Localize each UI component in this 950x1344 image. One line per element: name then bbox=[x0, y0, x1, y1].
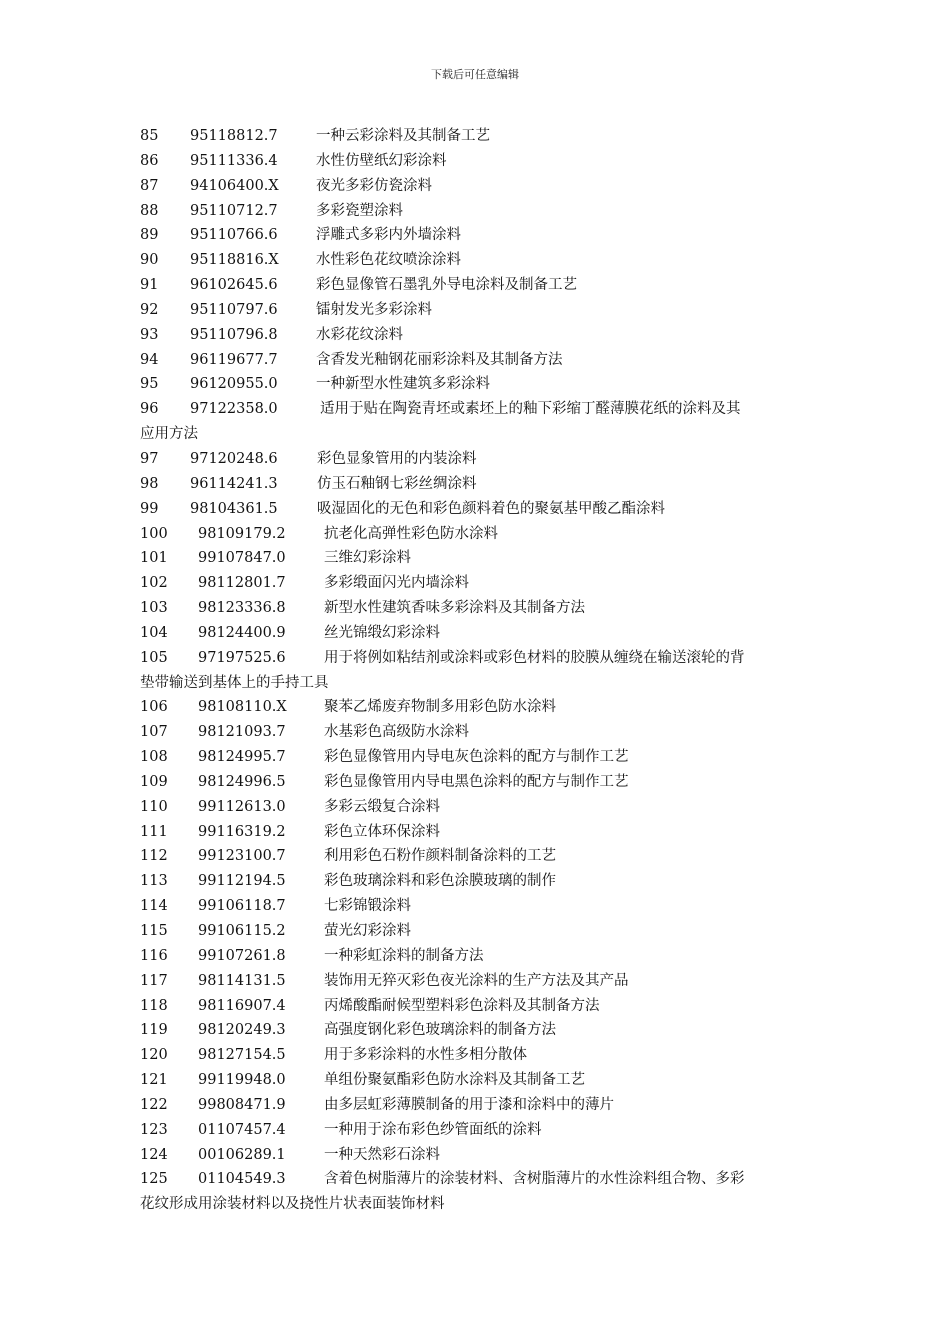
list-item bbox=[140, 199, 820, 224]
list-item bbox=[140, 372, 820, 397]
entry-number: 96 bbox=[140, 401, 159, 418]
list-item bbox=[140, 844, 820, 869]
application-number: 99107847.0 bbox=[198, 550, 286, 567]
application-number: 99107261.8 bbox=[198, 947, 286, 964]
patent-title: 彩色显象管用的内装涂料 bbox=[317, 450, 477, 467]
entry-number: 87 bbox=[140, 177, 159, 194]
list-item bbox=[140, 248, 820, 273]
list-item bbox=[140, 869, 820, 894]
list-item bbox=[140, 323, 820, 348]
patent-title: 镭射发光多彩涂料 bbox=[316, 301, 432, 318]
patent-title: 萤光幻彩涂料 bbox=[324, 923, 411, 939]
application-number: 96102645.6 bbox=[190, 277, 278, 294]
list-item bbox=[140, 720, 820, 745]
patent-title: 水性彩色花纹喷涂涂料 bbox=[316, 252, 461, 269]
entry-number: 88 bbox=[140, 202, 159, 219]
application-number: 98123336.8 bbox=[198, 600, 286, 617]
list-item bbox=[140, 969, 820, 994]
application-number: 96119677.7 bbox=[190, 351, 278, 368]
entry-number: 121 bbox=[140, 1072, 168, 1089]
entry-number: 120 bbox=[140, 1047, 168, 1064]
list-item bbox=[140, 223, 820, 248]
application-number: 97197525.6 bbox=[198, 649, 286, 666]
application-number: 98112801.7 bbox=[198, 575, 286, 592]
application-number: 01107457.4 bbox=[198, 1121, 286, 1138]
list-item bbox=[140, 919, 820, 944]
patent-title: 夜光多彩仿瓷涂料 bbox=[316, 177, 432, 194]
patent-title: 丝光锦缎幻彩涂料 bbox=[324, 624, 440, 641]
entry-number: 122 bbox=[140, 1096, 168, 1113]
patent-title: 一种天然彩石涂料 bbox=[324, 1146, 440, 1163]
application-number: 00106289.1 bbox=[198, 1146, 286, 1163]
entry-number: 103 bbox=[140, 600, 168, 617]
patent-title: 装饰用无猝灭彩色夜光涂料的生产方法及其产品 bbox=[324, 972, 629, 989]
entry-number: 106 bbox=[140, 699, 168, 716]
list-item bbox=[140, 1043, 820, 1068]
patent-title: 新型水性建筑香味多彩涂料及其制备方法 bbox=[324, 600, 585, 617]
entry-number: 97 bbox=[140, 450, 159, 467]
application-number: 95110797.6 bbox=[190, 301, 278, 318]
application-number: 95110766.6 bbox=[190, 227, 278, 244]
entry-number: 91 bbox=[140, 277, 159, 294]
entry-number: 111 bbox=[140, 823, 168, 840]
patent-title: 聚苯乙烯废弃物制多用彩色防水涂料 bbox=[324, 699, 556, 716]
patent-title: 彩色玻璃涂料和彩色涂膜玻璃的制作 bbox=[324, 873, 556, 890]
entry-number: 90 bbox=[140, 252, 159, 269]
patent-title: 一种云彩涂料及其制备工艺 bbox=[316, 128, 490, 144]
application-number: 97120248.6 bbox=[190, 450, 278, 467]
entry-number: 94 bbox=[140, 351, 159, 368]
application-number: 96114241.3 bbox=[190, 475, 278, 492]
patent-list bbox=[140, 124, 820, 1217]
entry-number: 100 bbox=[140, 525, 168, 542]
entry-number: 107 bbox=[140, 724, 168, 741]
list-item bbox=[140, 472, 820, 497]
application-number: 97122358.0 bbox=[190, 401, 278, 418]
patent-title-continuation: 应用方法 bbox=[140, 426, 198, 443]
list-item bbox=[140, 348, 820, 373]
patent-title: 水性仿壁纸幻彩涂料 bbox=[316, 152, 447, 169]
list-item bbox=[140, 298, 820, 323]
list-item bbox=[140, 596, 820, 621]
patent-title-continuation: 花纹形成用涂装材料以及挠性片状表面装饰材料 bbox=[140, 1196, 445, 1213]
application-number: 98109179.2 bbox=[198, 525, 286, 542]
entry-number: 92 bbox=[140, 301, 159, 318]
application-number: 99112613.0 bbox=[198, 798, 286, 815]
patent-title: 三维幻彩涂料 bbox=[324, 550, 411, 567]
list-item bbox=[140, 770, 820, 795]
application-number: 98124996.5 bbox=[198, 773, 286, 790]
list-item bbox=[140, 1143, 820, 1168]
page-header: 下载后可任意编辑 bbox=[431, 68, 519, 81]
list-item bbox=[140, 497, 820, 522]
entry-number: 99 bbox=[140, 500, 159, 517]
application-number: 94106400.X bbox=[190, 177, 279, 194]
patent-title: 七彩锦锻涂料 bbox=[324, 898, 411, 915]
list-item bbox=[140, 149, 820, 174]
patent-title: 抗老化高弹性彩色防水涂料 bbox=[324, 525, 498, 542]
list-item bbox=[140, 522, 820, 547]
list-item bbox=[140, 621, 820, 646]
application-number: 95111336.4 bbox=[190, 152, 278, 169]
patent-title: 丙烯酸酯耐候型塑料彩色涂料及其制备方法 bbox=[324, 997, 600, 1014]
application-number: 98116907.4 bbox=[198, 997, 286, 1014]
entry-number: 123 bbox=[140, 1121, 168, 1138]
application-number: 98127154.5 bbox=[198, 1047, 286, 1064]
patent-title: 由多层虹彩薄膜制备的用于漆和涂料中的薄片 bbox=[324, 1096, 614, 1113]
list-item bbox=[140, 546, 820, 571]
application-number: 99106115.2 bbox=[198, 923, 286, 939]
list-item bbox=[140, 894, 820, 919]
application-number: 98120249.3 bbox=[198, 1022, 286, 1039]
list-item bbox=[140, 397, 820, 447]
application-number: 95110712.7 bbox=[190, 202, 278, 219]
entry-number: 114 bbox=[140, 898, 168, 915]
entry-number: 113 bbox=[140, 873, 168, 890]
list-item bbox=[140, 795, 820, 820]
list-item bbox=[140, 124, 820, 149]
patent-title: 用于多彩涂料的水性多相分散体 bbox=[324, 1047, 527, 1064]
application-number: 98124995.7 bbox=[198, 749, 286, 766]
list-item bbox=[140, 745, 820, 770]
patent-title: 一种新型水性建筑多彩涂料 bbox=[316, 376, 490, 393]
list-item bbox=[140, 1093, 820, 1118]
list-item bbox=[140, 994, 820, 1019]
entry-number: 98 bbox=[140, 475, 159, 492]
application-number: 98114131.5 bbox=[198, 972, 286, 989]
entry-number: 110 bbox=[140, 798, 168, 815]
patent-title: 彩色显像管用内导电灰色涂料的配方与制作工艺 bbox=[324, 749, 629, 766]
application-number: 01104549.3 bbox=[198, 1171, 286, 1188]
application-number: 95110796.8 bbox=[190, 326, 278, 343]
application-number: 99116319.2 bbox=[198, 823, 286, 840]
patent-title: 吸湿固化的无色和彩色颜料着色的聚氨基甲酸乙酯涂料 bbox=[317, 500, 665, 517]
patent-title: 一种用于涂布彩色纱管面纸的涂料 bbox=[324, 1121, 542, 1138]
application-number: 96120955.0 bbox=[190, 376, 278, 393]
entry-number: 112 bbox=[140, 848, 168, 865]
entry-number: 108 bbox=[140, 749, 168, 766]
entry-number: 109 bbox=[140, 773, 168, 790]
list-item bbox=[140, 273, 820, 298]
entry-number: 89 bbox=[140, 227, 159, 244]
patent-title: 仿玉石釉钢七彩丝绸涂料 bbox=[317, 475, 477, 492]
patent-title: 用于将例如粘结剂或涂料或彩色材料的胶膜从缠绕在输送滚轮的背 bbox=[324, 649, 745, 666]
application-number: 99123100.7 bbox=[198, 848, 286, 865]
list-item bbox=[140, 695, 820, 720]
entry-number: 116 bbox=[140, 947, 168, 964]
application-number: 99119948.0 bbox=[198, 1072, 286, 1089]
list-item bbox=[140, 1167, 820, 1217]
patent-title: 含着色树脂薄片的涂装材料、含树脂薄片的水性涂料组合物、多彩 bbox=[324, 1171, 745, 1188]
entry-number: 115 bbox=[140, 923, 168, 939]
patent-title: 高强度钢化彩色玻璃涂料的制备方法 bbox=[324, 1022, 556, 1039]
entry-number: 95 bbox=[140, 376, 159, 393]
patent-title: 多彩瓷塑涂料 bbox=[316, 202, 403, 219]
application-number: 98121093.7 bbox=[198, 724, 286, 741]
application-number: 98124400.9 bbox=[198, 624, 286, 641]
patent-title: 彩色显像管用内导电黑色涂料的配方与制作工艺 bbox=[324, 773, 629, 790]
list-item bbox=[140, 447, 820, 472]
application-number: 95118812.7 bbox=[190, 128, 278, 144]
list-item bbox=[140, 1018, 820, 1043]
entry-number: 117 bbox=[140, 972, 168, 989]
entry-number: 125 bbox=[140, 1171, 168, 1188]
application-number: 99112194.5 bbox=[198, 873, 286, 890]
application-number: 95118816.X bbox=[190, 252, 279, 269]
patent-title: 彩色立体环保涂料 bbox=[324, 823, 440, 840]
entry-number: 93 bbox=[140, 326, 159, 343]
entry-number: 85 bbox=[140, 128, 159, 144]
list-item bbox=[140, 1068, 820, 1093]
patent-title: 一种彩虹涂料的制备方法 bbox=[324, 947, 484, 964]
patent-title: 多彩缎面闪光内墙涂料 bbox=[324, 575, 469, 592]
entry-number: 102 bbox=[140, 575, 168, 592]
entry-number: 119 bbox=[140, 1022, 168, 1039]
patent-title: 利用彩色石粉作颜料制备涂料的工艺 bbox=[324, 848, 556, 865]
patent-title: 多彩云缎复合涂料 bbox=[324, 798, 440, 815]
application-number: 98108110.X bbox=[198, 699, 287, 716]
application-number: 99808471.9 bbox=[198, 1096, 286, 1113]
list-item bbox=[140, 646, 820, 696]
entry-number: 118 bbox=[140, 997, 168, 1014]
entry-number: 86 bbox=[140, 152, 159, 169]
patent-title-continuation: 垫带输送到基体上的手持工具 bbox=[140, 674, 329, 691]
patent-title: 浮雕式多彩内外墙涂料 bbox=[316, 227, 461, 244]
application-number: 98104361.5 bbox=[190, 500, 278, 517]
list-item bbox=[140, 944, 820, 969]
patent-title: 水彩花纹涂料 bbox=[316, 326, 403, 343]
entry-number: 101 bbox=[140, 550, 168, 567]
application-number: 99106118.7 bbox=[198, 898, 286, 915]
entry-number: 104 bbox=[140, 624, 168, 641]
patent-title: 水基彩色高级防水涂料 bbox=[324, 724, 469, 741]
list-item bbox=[140, 571, 820, 596]
entry-number: 124 bbox=[140, 1146, 168, 1163]
patent-title: 含香发光釉钢花丽彩涂料及其制备方法 bbox=[316, 351, 563, 368]
patent-title: 单组份聚氨酯彩色防水涂料及其制备工艺 bbox=[324, 1072, 585, 1089]
list-item bbox=[140, 174, 820, 199]
patent-title: 彩色显像管石墨乳外导电涂料及制备工艺 bbox=[316, 277, 577, 294]
patent-title: 适用于贴在陶瓷青坯或素坯上的釉下彩缩丁醛薄膜花纸的涂料及其 bbox=[320, 401, 741, 418]
list-item bbox=[140, 1118, 820, 1143]
entry-number: 105 bbox=[140, 649, 168, 666]
list-item bbox=[140, 820, 820, 845]
